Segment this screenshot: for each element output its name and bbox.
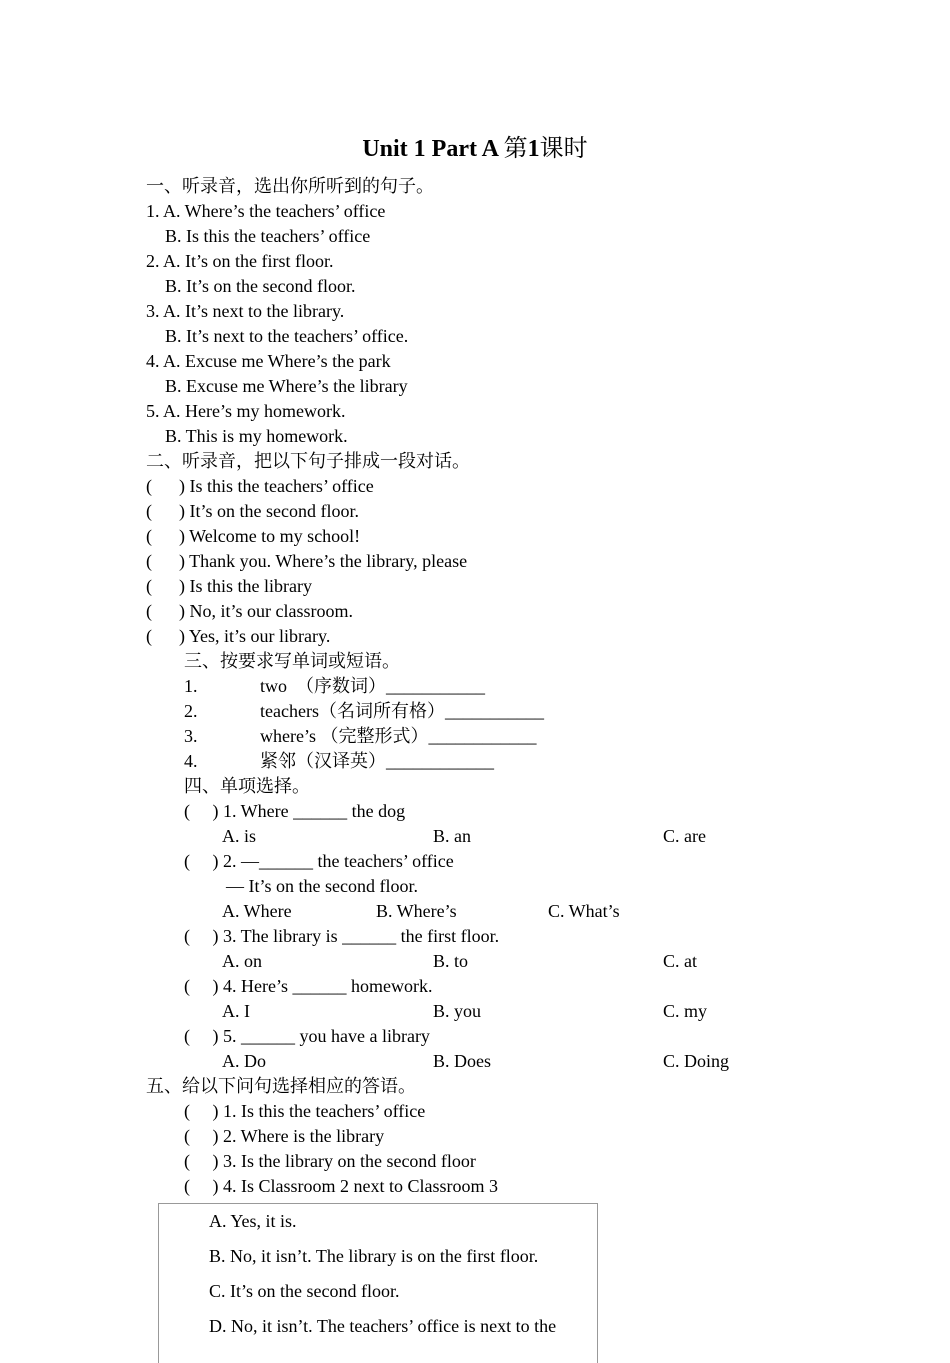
dialogue-line: ( ) Thank you. Where’s the library, please — [146, 551, 468, 571]
item-number: 2. — [184, 701, 198, 721]
option-line: B. It’s on the second floor. — [165, 276, 356, 296]
option-line: B. This is my homework. — [165, 426, 348, 446]
choice-b: B. to — [433, 951, 469, 971]
choice-b: B. Where’s — [376, 901, 457, 921]
section-heading: 三、按要求写单词或短语。 — [184, 651, 400, 671]
dialogue-line: ( ) Welcome to my school! — [146, 526, 361, 546]
option-line: 4. A. Excuse me Where’s the park — [146, 351, 391, 371]
question: ( ) 2. Where is the library — [184, 1126, 385, 1146]
answer-option: B. No, it isn’t. The library is on the first floor. — [209, 1246, 539, 1266]
question: ( ) 2. —______ the teachers’ office — [184, 851, 454, 871]
fill-in-item: two （序数词）___________ — [260, 676, 485, 696]
page-title: Unit 1 Part A 第1课时 — [362, 136, 588, 162]
choice-a: A. Where — [222, 901, 292, 921]
choice-b: B. you — [433, 1001, 482, 1021]
choice-a: A. is — [222, 826, 257, 846]
question-reply: — It’s on the second floor. — [226, 876, 418, 896]
question: ( ) 4. Here’s ______ homework. — [184, 976, 433, 996]
dialogue-line: ( ) Is this the library — [146, 576, 312, 596]
option-line: B. Excuse me Where’s the library — [165, 376, 408, 396]
choice-a: A. Do — [222, 1051, 266, 1071]
dialogue-line: ( ) Is this the teachers’ office — [146, 476, 374, 496]
option-line: 1. A. Where’s the teachers’ office — [146, 201, 386, 221]
section-heading: 一、听录音，选出你所听到的句子。 — [146, 176, 434, 196]
dialogue-line: ( ) No, it’s our classroom. — [146, 601, 353, 621]
choice-c: C. Doing — [663, 1051, 730, 1071]
question: ( ) 1. Is this the teachers’ office — [184, 1101, 426, 1121]
answer-option: A. Yes, it is. — [209, 1211, 297, 1231]
fill-in-item: 紧邻（汉译英）____________ — [260, 751, 494, 771]
option-line: 5. A. Here’s my homework. — [146, 401, 346, 421]
answer-option: C. It’s on the second floor. — [209, 1281, 400, 1301]
answer-box — [158, 1203, 598, 1363]
question: ( ) 3. Is the library on the second floor — [184, 1151, 476, 1171]
choice-c: C. my — [663, 1001, 708, 1021]
item-number: 4. — [184, 751, 198, 771]
choice-c: C. are — [663, 826, 706, 846]
fill-in-item: where’s （完整形式）____________ — [260, 726, 537, 746]
question: ( ) 5. ______ you have a library — [184, 1026, 430, 1046]
choice-b: B. an — [433, 826, 471, 846]
option-line: 2. A. It’s on the first floor. — [146, 251, 334, 271]
section-heading: 五、给以下问句选择相应的答语。 — [146, 1076, 416, 1096]
choice-c: C. What’s — [548, 901, 620, 921]
question: ( ) 3. The library is ______ the first floor. — [184, 926, 500, 946]
dialogue-line: ( ) It’s on the second floor. — [146, 501, 359, 521]
option-line: B. Is this the teachers’ office — [165, 226, 371, 246]
answer-option: D. No, it isn’t. The teachers’ office is next to the — [209, 1316, 557, 1336]
choice-a: A. on — [222, 951, 262, 971]
choice-a: A. I — [222, 1001, 250, 1021]
item-number: 3. — [184, 726, 198, 746]
option-line: 3. A. It’s next to the library. — [146, 301, 345, 321]
question: ( ) 1. Where ______ the dog — [184, 801, 406, 821]
option-line: B. It’s next to the teachers’ office. — [165, 326, 409, 346]
item-number: 1. — [184, 676, 198, 696]
question: ( ) 4. Is Classroom 2 next to Classroom 3 — [184, 1176, 498, 1196]
fill-in-item: teachers（名词所有格）___________ — [260, 701, 544, 721]
section-heading: 四、单项选择。 — [184, 776, 310, 796]
choice-b: B. Does — [433, 1051, 491, 1071]
dialogue-line: ( ) Yes, it’s our library. — [146, 626, 331, 646]
section-heading: 二、听录音，把以下句子排成一段对话。 — [146, 451, 470, 471]
choice-c: C. at — [663, 951, 697, 971]
